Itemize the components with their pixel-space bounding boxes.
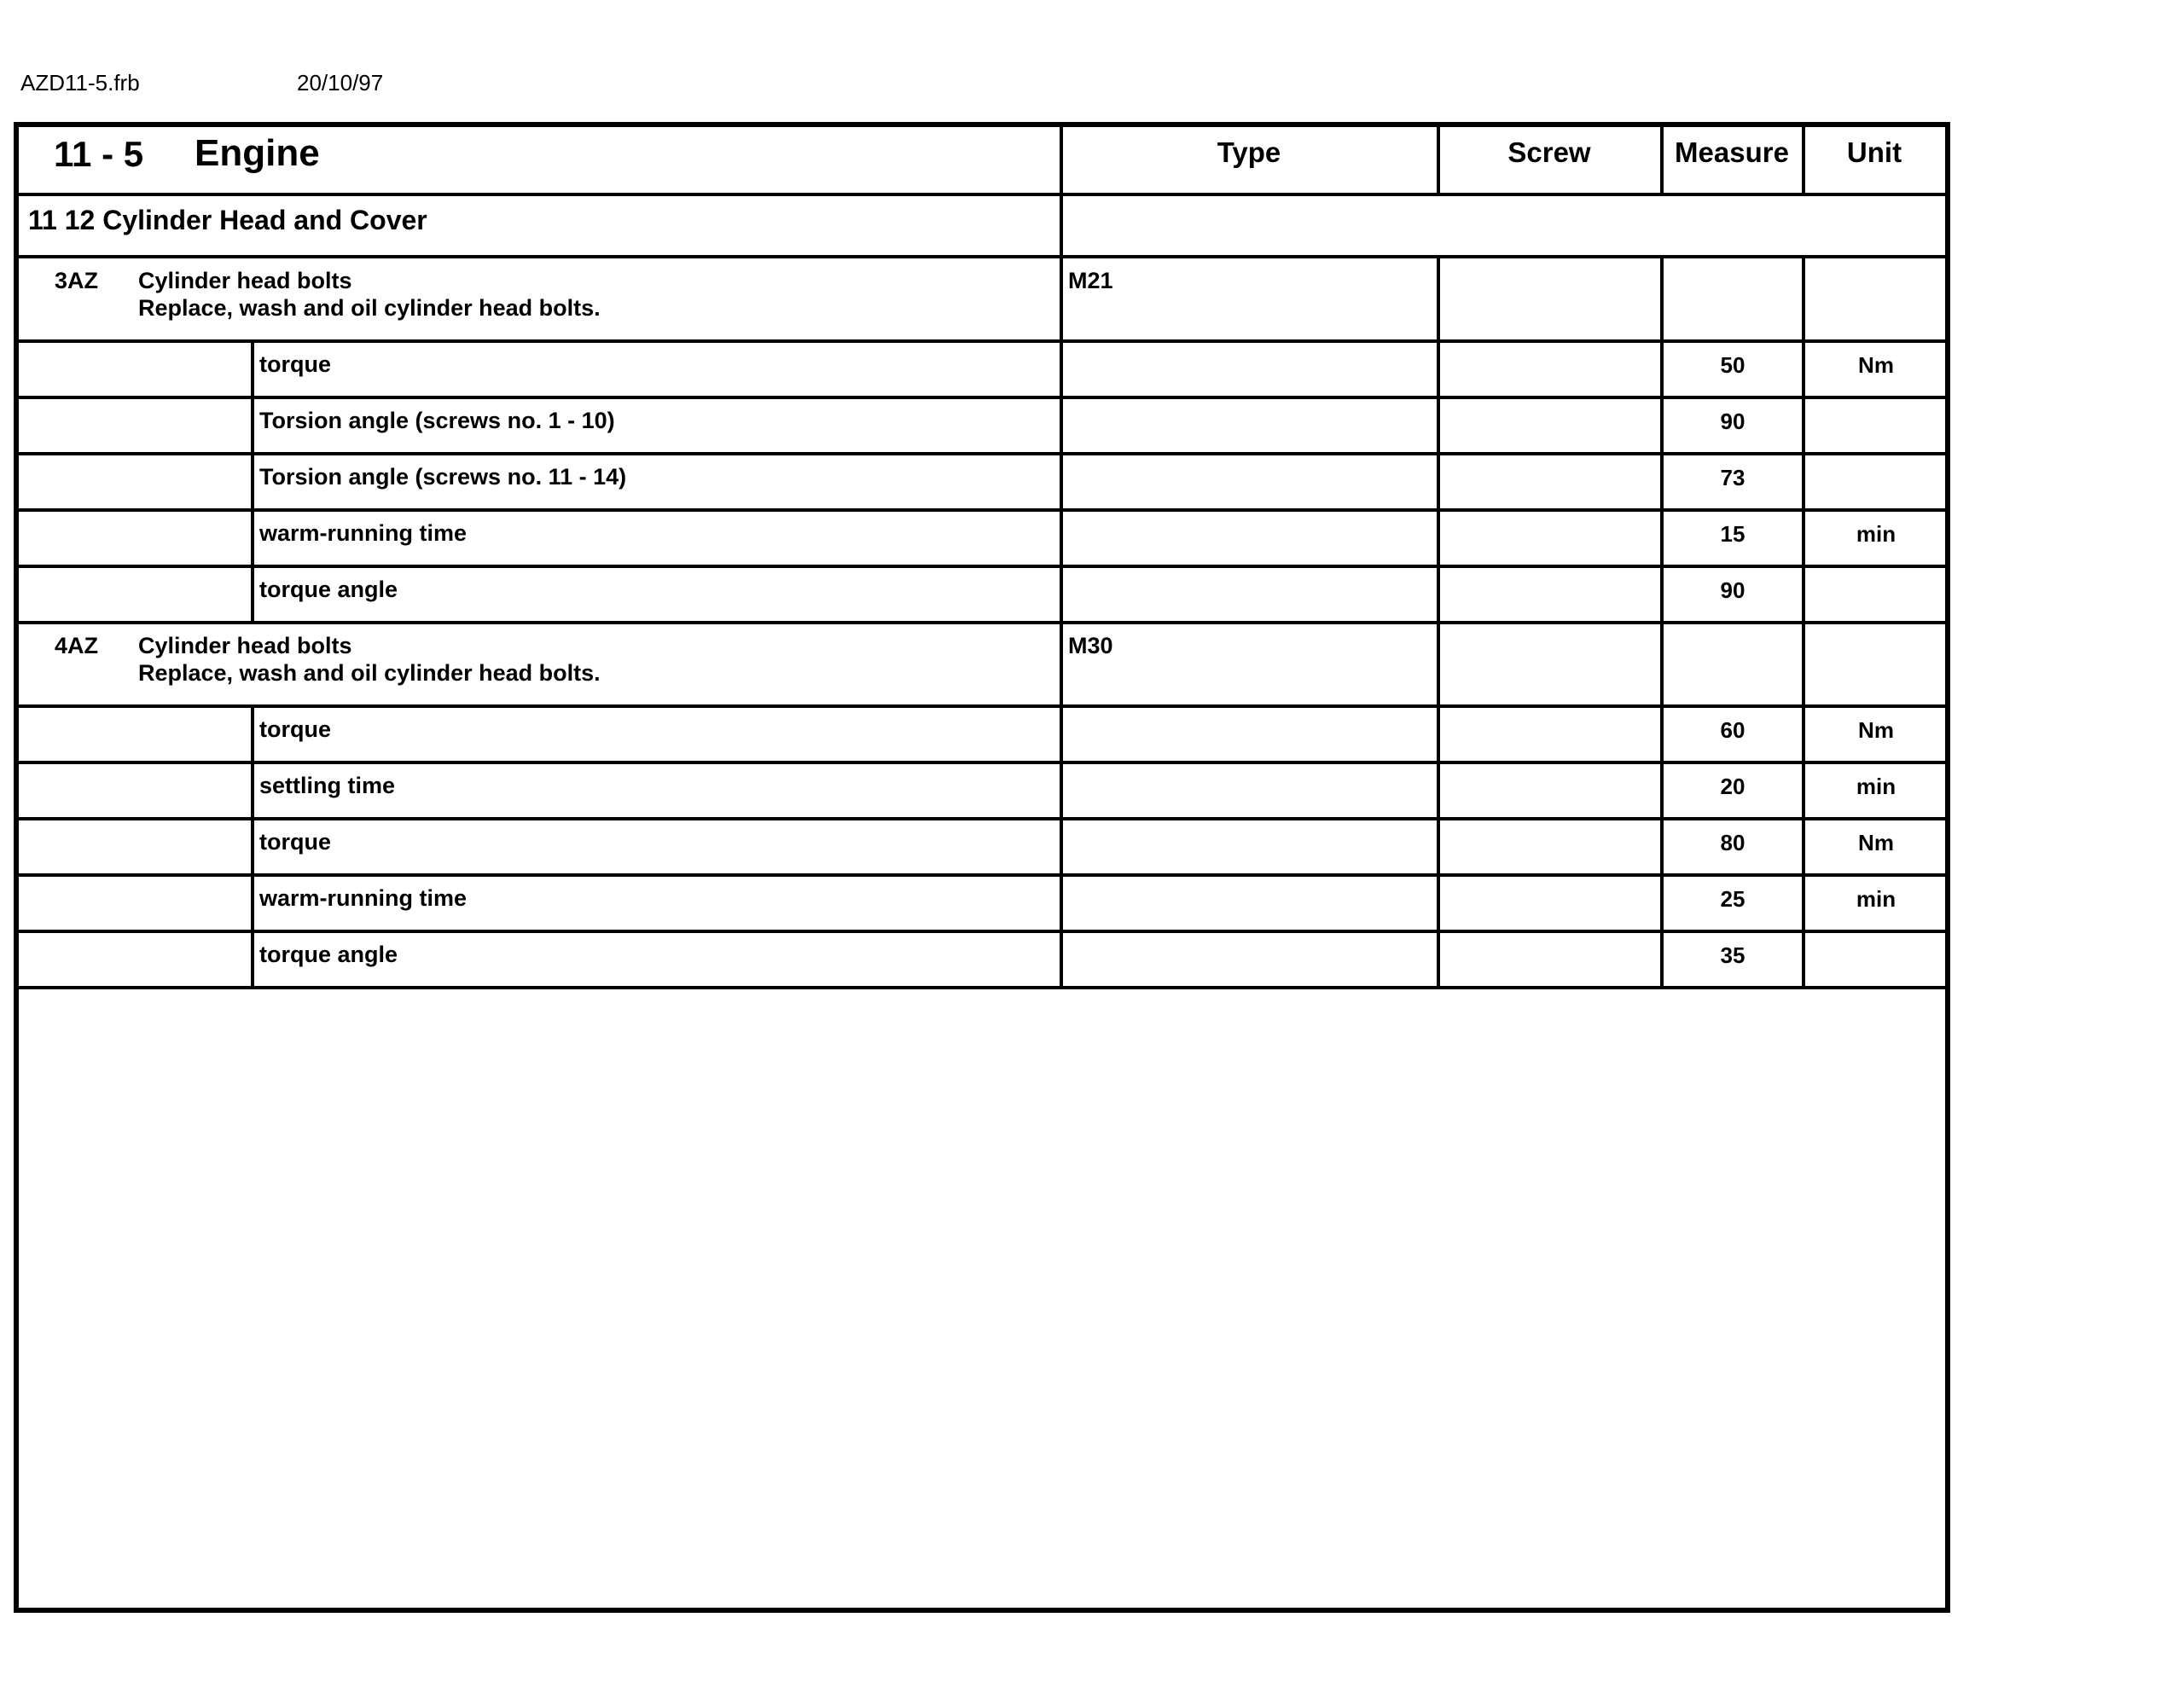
sub-column-divider	[251, 396, 254, 452]
row-label: warm-running time	[259, 885, 468, 911]
column-header-measure: Measure	[1675, 136, 1789, 168]
row-divider	[17, 817, 1947, 820]
row-divider	[17, 704, 1947, 708]
row-unit: Nm	[1858, 352, 1894, 378]
column-header-screw: Screw	[1507, 136, 1591, 168]
column-divider	[1437, 761, 1440, 817]
column-divider	[1802, 452, 1805, 508]
row-divider	[17, 339, 1947, 343]
chapter-number: 11 - 5	[54, 134, 144, 174]
group-title: Cylinder head bolts	[138, 268, 352, 293]
group-type: M30	[1068, 633, 1113, 658]
column-divider	[1437, 256, 1440, 339]
row-unit: Nm	[1858, 717, 1894, 743]
column-divider	[1437, 508, 1440, 565]
row-divider	[17, 508, 1947, 512]
column-divider	[1060, 452, 1063, 508]
row-divider	[17, 565, 1947, 568]
row-measure: 90	[1720, 409, 1745, 434]
row-divider	[17, 396, 1947, 399]
sub-column-divider	[251, 873, 254, 930]
file-name: AZD11-5.frb	[20, 70, 140, 96]
column-divider	[1437, 127, 1440, 193]
group-code: 3AZ	[55, 268, 99, 293]
group-code: 4AZ	[55, 633, 99, 658]
chapter-title: Engine	[195, 132, 320, 174]
column-divider	[1437, 339, 1440, 396]
group-description: Replace, wash and oil cylinder head bolts.	[138, 295, 601, 321]
row-divider	[17, 621, 1947, 624]
row-measure: 50	[1720, 352, 1745, 378]
row-label: torque angle	[259, 942, 398, 967]
row-measure: 20	[1720, 774, 1745, 799]
sub-column-divider	[251, 761, 254, 817]
row-label: Torsion angle (screws no. 1 - 10)	[259, 408, 615, 433]
column-divider	[1437, 565, 1440, 621]
row-measure: 60	[1720, 717, 1745, 743]
column-divider	[1060, 339, 1063, 396]
group-description: Replace, wash and oil cylinder head bolts.	[138, 660, 601, 686]
column-divider	[1660, 256, 1664, 339]
row-measure: 25	[1720, 886, 1745, 912]
column-divider	[1802, 621, 1805, 704]
column-divider	[1060, 704, 1063, 761]
column-divider	[1060, 873, 1063, 930]
column-divider	[1802, 930, 1805, 986]
column-divider	[1060, 817, 1063, 873]
header-divider	[17, 193, 1947, 196]
group-title: Cylinder head bolts	[138, 633, 352, 658]
sub-column-divider	[251, 930, 254, 986]
column-divider	[1437, 930, 1440, 986]
sub-column-divider	[251, 565, 254, 621]
row-divider	[17, 930, 1947, 933]
row-label: torque	[259, 351, 331, 377]
column-divider	[1060, 930, 1063, 986]
row-divider	[17, 761, 1947, 764]
column-divider	[1060, 621, 1063, 704]
group-type: M21	[1068, 268, 1113, 293]
row-unit: min	[1856, 886, 1896, 912]
column-divider	[1802, 127, 1805, 193]
column-divider	[1437, 873, 1440, 930]
column-divider	[1802, 565, 1805, 621]
column-header-unit: Unit	[1846, 136, 1902, 168]
section-title: 11 12 Cylinder Head and Cover	[28, 205, 427, 235]
section-divider	[17, 255, 1947, 258]
row-measure: 80	[1720, 830, 1745, 855]
column-divider	[1802, 396, 1805, 452]
column-divider	[1437, 621, 1440, 704]
column-divider	[1437, 817, 1440, 873]
row-divider	[17, 452, 1947, 455]
row-label: Torsion angle (screws no. 11 - 14)	[259, 464, 627, 490]
row-unit: Nm	[1858, 830, 1894, 855]
row-divider	[17, 986, 1947, 989]
row-label: torque	[259, 829, 331, 855]
sub-column-divider	[251, 452, 254, 508]
row-measure: 90	[1720, 577, 1745, 603]
row-unit: min	[1856, 521, 1896, 547]
column-divider	[1660, 127, 1664, 193]
column-divider	[1437, 452, 1440, 508]
row-unit: min	[1856, 774, 1896, 799]
row-label: torque	[259, 716, 331, 742]
document-date: 20/10/97	[297, 70, 384, 96]
column-divider	[1060, 761, 1063, 817]
row-label: torque angle	[259, 577, 398, 602]
type-column-divider	[1060, 127, 1063, 256]
row-label: warm-running time	[259, 520, 468, 546]
column-header-type: Type	[1217, 136, 1281, 168]
row-divider	[17, 873, 1947, 877]
column-divider	[1060, 565, 1063, 621]
column-divider	[1437, 704, 1440, 761]
row-measure: 73	[1720, 465, 1745, 490]
sub-column-divider	[251, 704, 254, 761]
column-divider	[1060, 256, 1063, 339]
sub-column-divider	[251, 339, 254, 396]
row-measure: 15	[1720, 521, 1745, 547]
sub-column-divider	[251, 508, 254, 565]
column-divider	[1437, 396, 1440, 452]
row-measure: 35	[1720, 942, 1745, 968]
column-divider	[1060, 508, 1063, 565]
column-divider	[1802, 256, 1805, 339]
column-divider	[1060, 396, 1063, 452]
sub-column-divider	[251, 817, 254, 873]
row-label: settling time	[259, 773, 396, 798]
column-divider	[1660, 621, 1664, 704]
